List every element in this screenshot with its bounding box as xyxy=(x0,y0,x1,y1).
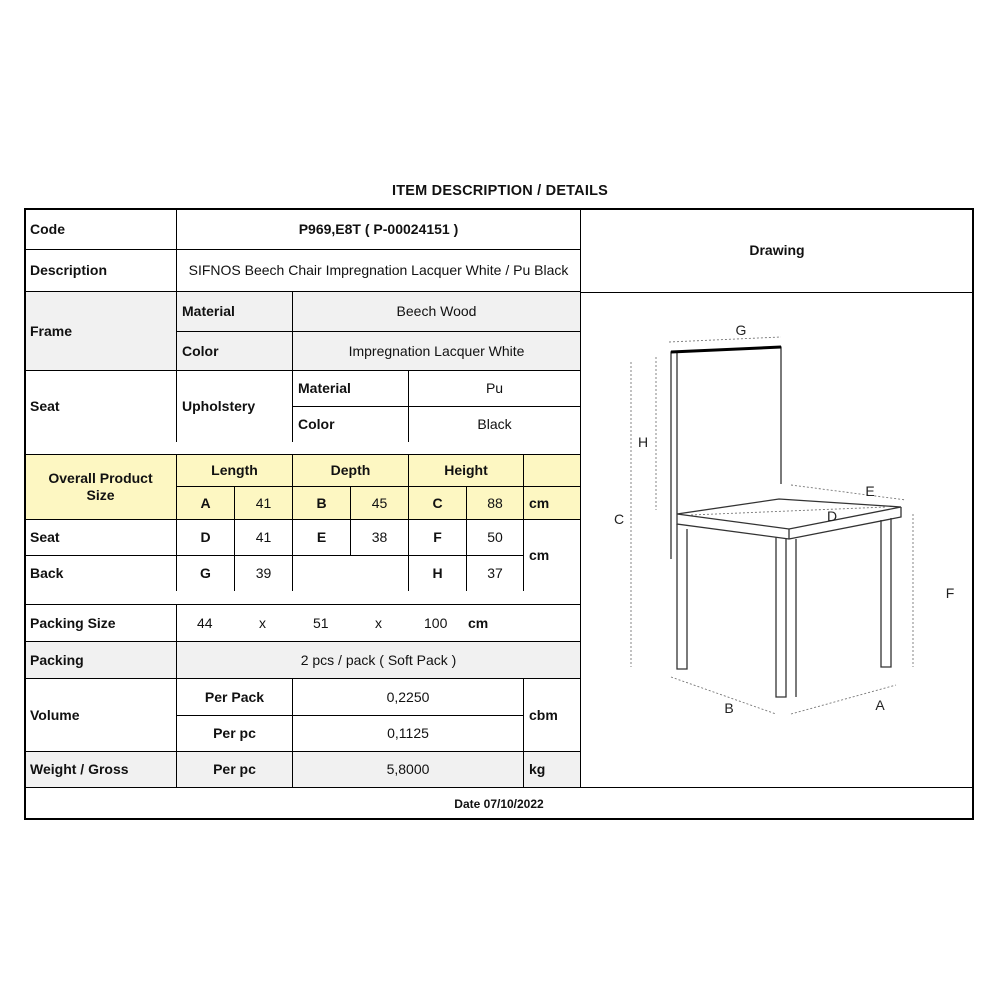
dim-line-e xyxy=(791,485,906,500)
packing-x-2: x xyxy=(375,614,382,631)
diagram-label-c: C xyxy=(613,511,625,527)
seat-material-value: Pu xyxy=(408,370,581,407)
dim-h-value: 37 xyxy=(466,555,524,592)
volume-per-pc-label: Per pc xyxy=(176,715,293,752)
details-sheet xyxy=(24,208,974,820)
chair-diagram xyxy=(581,292,974,787)
length-header: Length xyxy=(176,454,293,487)
leg-back-left xyxy=(677,524,687,669)
frame-material-value: Beech Wood xyxy=(292,291,581,332)
seat-back-unit: cm xyxy=(523,519,581,592)
diagram-label-h: H xyxy=(637,434,649,450)
dim-h-letter: H xyxy=(408,555,467,592)
volume-per-pack-value: 0,2250 xyxy=(292,678,524,716)
volume-per-pack-label: Per Pack xyxy=(176,678,293,716)
diagram-label-b: B xyxy=(724,700,734,716)
seat-color-label: Color xyxy=(292,406,409,443)
description-label: Description xyxy=(24,249,177,292)
backrest-outline xyxy=(671,347,781,559)
dim-d-value: 41 xyxy=(234,519,293,556)
dim-e-letter: E xyxy=(292,519,351,556)
page-title: ITEM DESCRIPTION / DETAILS xyxy=(392,183,608,199)
packing-size-label: Packing Size xyxy=(24,604,177,642)
packing-width: 51 xyxy=(313,614,329,631)
dim-b-value: 45 xyxy=(350,486,409,520)
back-depth-blank xyxy=(292,555,409,592)
weight-per-pc-label: Per pc xyxy=(176,751,293,788)
packing-x-1: x xyxy=(259,614,266,631)
back-dims-label: Back xyxy=(24,555,177,592)
drawing-header: Drawing xyxy=(580,208,974,293)
dim-d-letter: D xyxy=(176,519,235,556)
diagram-label-d: D xyxy=(826,508,838,524)
overall-unit: cm xyxy=(523,486,581,520)
weight-label: Weight / Gross xyxy=(24,751,177,788)
backrest-top xyxy=(671,347,781,352)
packing-size-values xyxy=(176,604,581,642)
dim-line-g xyxy=(669,337,781,342)
code-label: Code xyxy=(24,208,177,250)
unit-header-blank xyxy=(523,454,581,487)
packing-height: 100 xyxy=(424,614,448,631)
upholstery-label: Upholstery xyxy=(176,370,293,443)
packing-label: Packing xyxy=(24,641,177,679)
diagram-label-g: G xyxy=(735,322,747,338)
weight-unit: kg xyxy=(523,751,581,788)
dim-f-value: 50 xyxy=(466,519,524,556)
frame-material-label: Material xyxy=(176,291,293,332)
packing-length: 44 xyxy=(197,614,213,631)
volume-label: Volume xyxy=(24,678,177,752)
weight-value: 5,8000 xyxy=(292,751,524,788)
height-header: Height xyxy=(408,454,524,487)
volume-per-pc-value: 0,1125 xyxy=(292,715,524,752)
seat-dims-label: Seat xyxy=(24,519,177,556)
seat-color-value: Black xyxy=(408,406,581,443)
description-value: SIFNOS Beech Chair Impregnation Lacquer White / Pu Black xyxy=(176,249,581,292)
dim-a-letter: A xyxy=(176,486,235,520)
dim-b-letter: B xyxy=(292,486,351,520)
packing-value: 2 pcs / pack ( Soft Pack ) xyxy=(176,641,581,679)
packing-unit: cm xyxy=(468,614,489,631)
depth-header: Depth xyxy=(292,454,409,487)
seat-top xyxy=(677,499,901,529)
diagram-label-e: E xyxy=(865,483,875,499)
chair-drawing xyxy=(581,292,974,787)
dim-c-value: 88 xyxy=(466,486,524,520)
dim-f-letter: F xyxy=(408,519,467,556)
leg-front-left xyxy=(776,537,786,697)
frame-color-label: Color xyxy=(176,331,293,371)
dim-e-value: 38 xyxy=(350,519,409,556)
dim-c-letter: C xyxy=(408,486,467,520)
leg-front-right xyxy=(881,518,891,667)
overall-size-label: Overall Product Size xyxy=(24,454,177,520)
diagram-label-f: F xyxy=(945,585,955,601)
date-footer: Date 07/10/2022 xyxy=(24,787,974,820)
dim-g-letter: G xyxy=(176,555,235,592)
dim-a-value: 41 xyxy=(234,486,293,520)
separator-band xyxy=(24,591,581,605)
volume-unit: cbm xyxy=(523,678,581,752)
frame-color-value: Impregnation Lacquer White xyxy=(292,331,581,371)
dim-g-value: 39 xyxy=(234,555,293,592)
code-value: P969,E8T ( P-00024151 ) xyxy=(176,208,581,250)
diagram-label-a: A xyxy=(875,697,885,713)
seat-material-label: Material xyxy=(292,370,409,407)
seat-label: Seat xyxy=(24,370,177,443)
frame-label: Frame xyxy=(24,291,177,371)
